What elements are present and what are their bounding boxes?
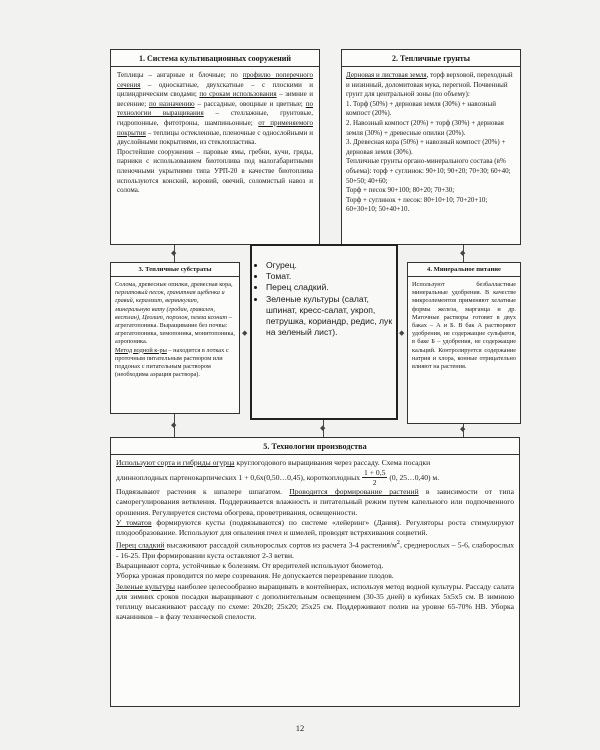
arrow-marker: ◆ [320,424,326,432]
box-title: 3. Тепличные субстраты [110,263,240,277]
text: наиболее целесообразно выращивать в контейнерах, используя метод водной культуры. Рассаду салата для зимних сроков посадки выращивают с дополнительным освещением (30-35 дней) в кубиках 5х5х5 см. В зимнюю теплицу высаживают рассаду по схеме: 20х20; 25х20; 25х25 см. Поддерживают полив на уровне 65-70% НВ. Уборка качанников – в фазу технической спелости. [116,581,514,622]
planting-scheme-formula [116,468,514,487]
underlined-term: профилю поперечного сечения [117,71,314,89]
box-title: 2. Тепличные грунты [341,50,521,67]
paragraph [115,347,235,380]
underlined-term: по срокам использования [199,90,277,99]
text: круглогодового выращивания через рассаду. Схема посадки [234,458,431,467]
text: Подвязывают растения к шпалере шпагатом. [116,487,290,497]
text: – находится в лотках с проточным питательным раствором или поддонах с питательным раствором (необходима аэрация раствора). [115,346,229,379]
paragraph [115,281,235,347]
formula-text: длинноплодных партенокарпических 1 + 0,6х(0,50…0,45), короткоплодных [116,472,361,482]
paragraph [116,582,514,623]
paragraph: 1. Торф (50%) + дерновая земля (30%) + навозный компост (20%). [346,99,496,118]
box-body [342,67,520,219]
text: Теплицы – ангарные и блочные; по [117,71,243,79]
text: – односкатные, двухскатные – с плоскими и цилиндрическим сводами; [117,80,313,99]
text: – рассадные, овощные и цветные; [194,99,306,108]
paragraph [117,71,313,148]
paragraph: Торф + суглинок + песок: 80+10+10; 70+20+10; 60+30+10; 50+40+10. [346,195,488,214]
formula-text: (0, 25…0,40) м. [389,472,440,482]
box-body: Используют безбалластные минеральные удобрения. В качестве микроэлементов применяют хелатные формы железа, марганца и др. Маточные растворы готовят в двух баках – А и Б. В бак А растворяют удобрения, не содержащие сульфатов, в баке Б – удобрения, не содержащие кальций. Контролируется содержание натрия и хлора, конные отрицательно влияют на растения. [412,281,516,371]
text: в зависимости от типа саморегулирования ветвления. Поддерживается влажность и питательный режим путем капельного или подпочвенного орошения. Регулируется система обогрева, проветривания, освещенности. [116,487,514,517]
text: – агрегатопоника. Выращивание без почвы: агрегатопоника, хемопоника, монитопоника, аэропоника. [115,313,235,346]
text: – зимние и весенние; [117,90,313,108]
paragraph: Простейшие сооружения – паровые ямы, гребни, кучи, гряды, парники с использованием биотоплива под малогабаритными пленочными укрытиями типа УРП-20 в качестве биотоплива используются конский, коровий, овечий, соломистый навоз и солома. [117,147,313,195]
arrow-marker: ◆ [460,425,466,433]
underlined-term: Используют сорта и гибриды огурца [116,458,235,467]
underlined-term: по назначению [148,99,195,108]
underlined-term: У томатов [116,517,152,527]
greenhouse-soils-box [341,49,521,245]
arrow-left-marker: ◆ [242,329,248,337]
arrow-marker: ◆ [171,421,177,429]
box-title: 1. Система культивационных сооружений [110,50,320,67]
box-body [111,67,319,200]
paragraph [116,538,514,561]
cultivation-structures-box [110,49,320,245]
underlined-term: Метод водной к-ры [115,346,167,354]
fraction [362,468,387,487]
text: Солома, древесные опилки, древесная кора, [115,281,233,288]
underlined-term: Перец сладкий [116,540,165,550]
crops-list [252,260,396,338]
underlined-term: Зеленые культуры [116,581,176,591]
text: , среднерослых – 5-6, слаборослых - 16-25. При формировании куста оставляют 2-3 ветви. [116,540,515,560]
arrow-marker: ◆ [460,249,466,257]
arrow-marker: ◆ [171,249,177,257]
text: – теплицы остекленные, пленочные с однослойными и двуслойными покрытиями, из стеклопластика. [117,128,313,147]
mineral-nutrition-box [407,262,521,424]
fraction-numerator: 1 + 0,5 [364,468,386,478]
underlined-term: по технологии выращивания [117,99,313,118]
paragraph: Уборка урожая проводится по мере созревания. Не допускается перезревание плодов. [116,571,394,581]
italic-text: перлитовый песок, гранитная щебенка и гравий, керамзит, вермикулит, минеральную вату (гродан, гравилен, вестлан), Цеолит, поролон, пемза ксонит [115,289,228,321]
box-title: 5. Технологии производства [110,438,520,455]
box-title: 4. Минеральное питание [407,263,521,277]
box-body [111,455,519,625]
paragraph: Торф + песок 90+100; 80+20; 70+30; [346,186,455,195]
paragraph: 3. Древесная кора (50%) + навозный компост (20%) + дерновая земля (30%). [346,138,506,156]
text: высаживают рассадой сильнорослых сортов из расчета 3-4 растения/м [164,540,397,550]
arrow-right-marker: ◆ [399,329,405,337]
list-item: • Зеленые культуры (салат, шпинат, кресс-салат, укроп, петрушка, кориандр, редис, лук на зеленый лист). [266,294,396,339]
paragraph: Выращивают сорта, устойчивые к болезням. От вредителей используют биометод. [116,561,384,571]
text: формируются кусты (подвязываются) по системе «лейеринг» (Дания). Регуляторы роста стимулируют плодообразование. Используют для опыления пчел и шмелей, проводят встряхивания соцветий. [116,517,514,538]
box-body [111,277,239,383]
underlined-term: Дерновая и листовая земля [346,71,427,79]
paragraph [116,458,514,468]
text: , торф верховой, переходный и низинный, доломитовая мука, перегной. Почвенный грунт для центральной зоны (по объему): [346,71,513,99]
superscript: 2 [396,539,400,547]
page-number: 12 [295,723,305,733]
fraction-denominator: 2 [372,478,377,488]
production-technologies-box [110,437,520,707]
greenhouse-substrates-box [110,262,240,414]
paragraph: 2. Навозный компост (20%) + торф (30%) + дерновая земля (30%) + древесные опилки (20%). [346,118,504,137]
underlined-term: Проводится формирование растений [289,487,419,497]
underlined-term: от применяемого покрытия [117,118,313,137]
list-item: • Огурец. [266,260,396,271]
paragraph: Тепличные грунты органо-минерального состава (в% объема): торф + суглинок: 90+10; 90+20; 70+30; 60+40; 50+50; 40+60; [346,157,511,185]
paragraph [346,71,516,100]
paragraph [116,518,514,538]
paragraph [116,487,514,518]
text: – стеллажные, грунтовые, гидропонные, фитотроны, шампиньонные; [117,109,313,127]
list-item: • Перец сладкий. [266,282,396,293]
list-item: • Томат. [266,271,396,282]
crops-list-box [250,244,398,420]
